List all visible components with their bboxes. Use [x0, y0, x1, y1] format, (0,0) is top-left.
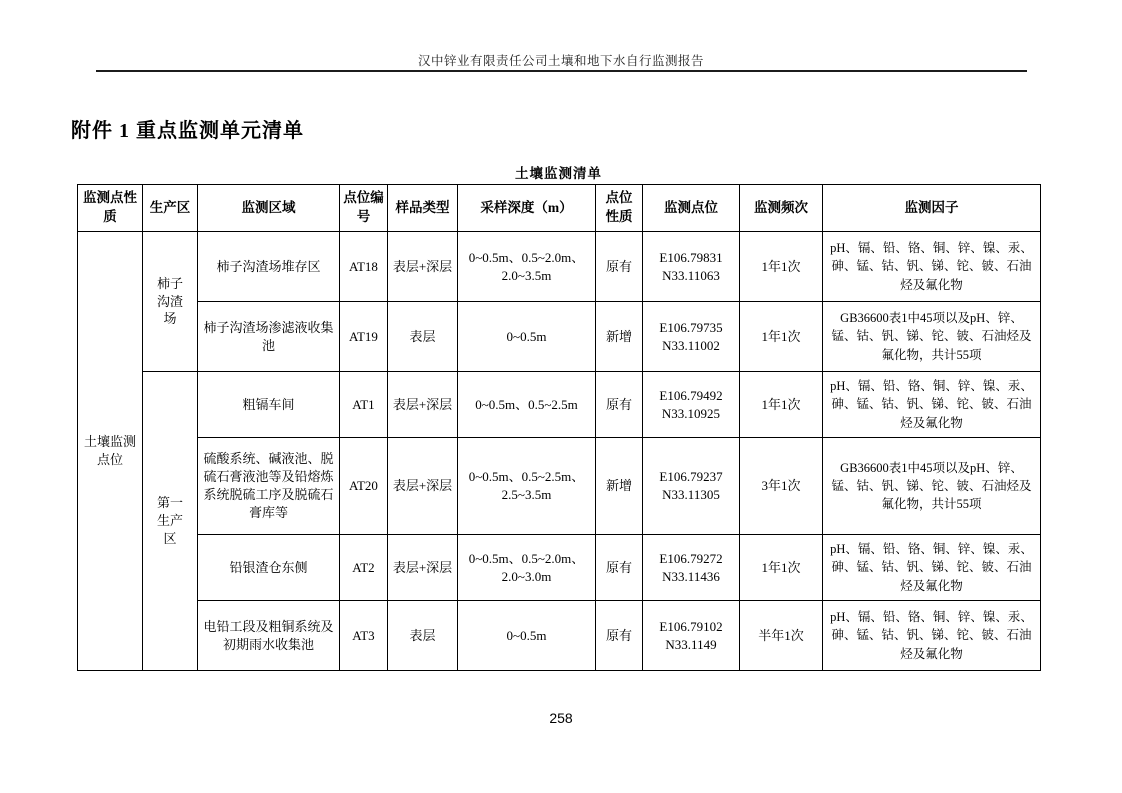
col-header-point-status: 点位性质	[596, 185, 643, 232]
cell-area: 柿子沟渣场渗滤液收集池	[198, 302, 340, 372]
cell-frequency: 3年1次	[740, 438, 823, 535]
cell-factors: pH、镉、铅、铬、铜、锌、镍、汞、砷、锰、钴、钒、锑、铊、铍、石油烃及氟化物	[823, 232, 1041, 302]
cell-depth: 0~0.5m、0.5~2.0m、2.0~3.5m	[458, 232, 596, 302]
cell-point-id: AT1	[340, 372, 388, 438]
cell-zone	[143, 232, 198, 372]
coord-east: E106.79237	[659, 469, 723, 485]
cell-factors: pH、镉、铅、铬、铜、锌、镍、汞、砷、锰、钴、钒、锑、铊、铍、石油烃及氟化物	[823, 601, 1041, 671]
coord-north: N33.1149	[665, 636, 717, 652]
cell-factors: GB36600表1中45项以及pH、锌、锰、钴、钒、锑、铊、铍、石油烃及氟化物，共计55项	[823, 302, 1041, 372]
col-header-sampling-depth: 采样深度（m）	[458, 185, 596, 232]
coord-north: N33.11063	[662, 267, 720, 283]
cell-frequency: 半年1次	[740, 601, 823, 671]
table-row	[78, 372, 1041, 438]
coord-north: N33.11002	[662, 337, 720, 353]
header-divider	[96, 70, 1027, 72]
cell-coord	[643, 438, 740, 535]
coord-east: E106.79272	[659, 550, 723, 566]
cell-area: 铅银渣仓东侧	[198, 535, 340, 601]
cell-depth: 0~0.5m	[458, 302, 596, 372]
col-header-frequency: 监测频次	[740, 185, 823, 232]
table-row	[78, 232, 1041, 302]
col-header-production-zone: 生产区	[143, 185, 198, 232]
col-header-monitoring-location: 监测点位	[643, 185, 740, 232]
cell-factors: GB36600表1中45项以及pH、锌、锰、钴、钒、锑、铊、铍、石油烃及氟化物，共计55项	[823, 438, 1041, 535]
cell-status: 原有	[596, 372, 643, 438]
table-row	[78, 438, 1041, 535]
cell-point-id: AT2	[340, 535, 388, 601]
cell-status: 原有	[596, 535, 643, 601]
soil-monitoring-table	[77, 184, 1041, 671]
cell-point-type	[78, 232, 143, 671]
running-header: 汉中锌业有限责任公司土壤和地下水自行监测报告	[417, 54, 704, 68]
page-title: 附件 1 重点监测单元清单	[71, 120, 304, 142]
cell-depth: 0~0.5m、0.5~2.5m、2.5~3.5m	[458, 438, 596, 535]
table-caption: 土壤监测清单	[515, 166, 602, 181]
cell-sample-type: 表层+深层	[388, 232, 458, 302]
cell-sample-type: 表层	[388, 601, 458, 671]
cell-area: 硫酸系统、碱液池、脱硫石膏液池等及铅熔炼系统脱硫工序及脱硫石膏库等	[198, 438, 340, 535]
coord-east: E106.79492	[659, 387, 723, 403]
cell-coord	[643, 232, 740, 302]
cell-status: 新增	[596, 438, 643, 535]
col-header-point-type: 监测点性质	[78, 185, 143, 232]
table-row	[78, 535, 1041, 601]
cell-point-id: AT3	[340, 601, 388, 671]
table-row	[78, 302, 1041, 372]
cell-area: 粗镉车间	[198, 372, 340, 438]
table-header-row	[78, 185, 1041, 232]
cell-sample-type: 表层+深层	[388, 372, 458, 438]
point-type-label: 土壤监测点位	[83, 434, 136, 467]
col-header-point-id: 点位编号	[340, 185, 388, 232]
cell-coord	[643, 372, 740, 438]
cell-status: 新增	[596, 302, 643, 372]
cell-point-id: AT19	[340, 302, 388, 372]
cell-frequency: 1年1次	[740, 232, 823, 302]
cell-sample-type: 表层+深层	[388, 535, 458, 601]
cell-factors: pH、镉、铅、铬、铜、锌、镍、汞、砷、锰、钴、钒、锑、铊、铍、石油烃及氟化物	[823, 535, 1041, 601]
table-row	[78, 601, 1041, 671]
cell-point-id: AT18	[340, 232, 388, 302]
cell-frequency: 1年1次	[740, 302, 823, 372]
cell-coord	[643, 535, 740, 601]
cell-sample-type: 表层+深层	[388, 438, 458, 535]
cell-status: 原有	[596, 232, 643, 302]
coord-east: E106.79735	[659, 319, 723, 335]
cell-frequency: 1年1次	[740, 372, 823, 438]
zone-label: 第一生产区	[156, 495, 183, 546]
cell-coord	[643, 302, 740, 372]
col-header-sample-type: 样品类型	[388, 185, 458, 232]
cell-status: 原有	[596, 601, 643, 671]
zone-label: 柿子沟渣场	[156, 275, 183, 327]
cell-depth: 0~0.5m	[458, 601, 596, 671]
cell-depth: 0~0.5m、0.5~2.0m、2.0~3.0m	[458, 535, 596, 601]
col-header-monitoring-area: 监测区域	[198, 185, 340, 232]
cell-zone	[143, 372, 198, 671]
coord-north: N33.11305	[662, 487, 720, 502]
coord-north: N33.11436	[662, 568, 720, 584]
cell-area: 柿子沟渣场堆存区	[198, 232, 340, 302]
coord-east: E106.79102	[659, 618, 723, 634]
cell-depth: 0~0.5m、0.5~2.5m	[458, 372, 596, 438]
cell-factors: pH、镉、铅、铬、铜、锌、镍、汞、砷、锰、钴、钒、锑、铊、铍、石油烃及氟化物	[823, 372, 1041, 438]
cell-sample-type: 表层	[388, 302, 458, 372]
page-number: 258	[549, 710, 573, 726]
coord-east: E106.79831	[659, 249, 723, 265]
cell-frequency: 1年1次	[740, 535, 823, 601]
col-header-factors: 监测因子	[823, 185, 1041, 232]
cell-area: 电铅工段及粗铜系统及初期雨水收集池	[198, 601, 340, 671]
coord-north: N33.10925	[661, 405, 721, 421]
cell-coord	[643, 601, 740, 671]
cell-point-id: AT20	[340, 438, 388, 535]
